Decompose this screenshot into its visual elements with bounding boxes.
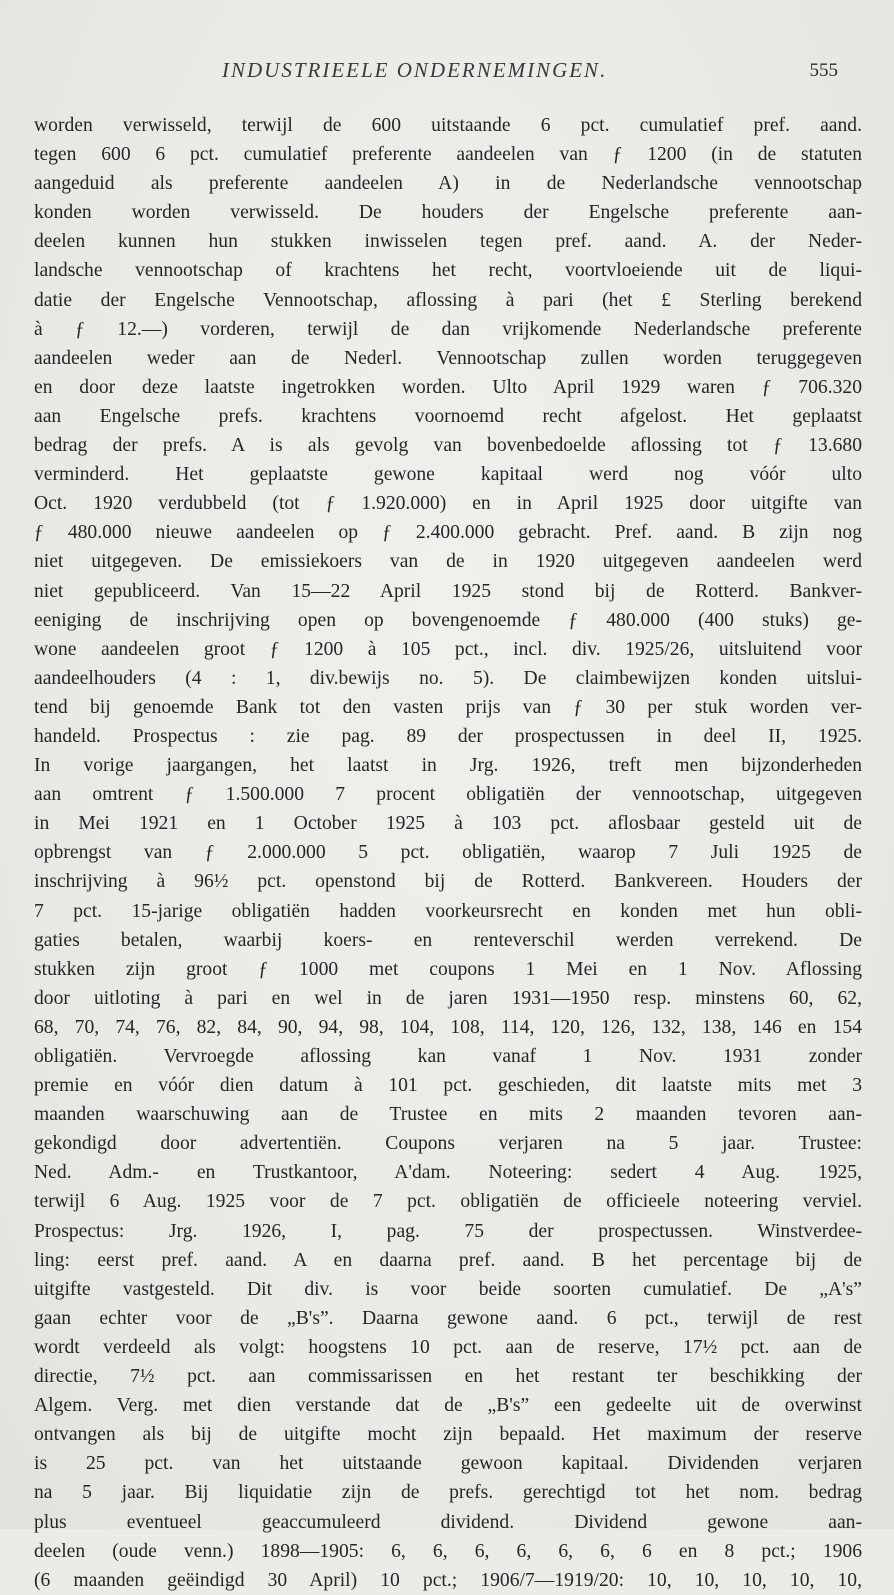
text-line: à ƒ 12.—) vorderen, terwijl de dan vrijkomende Nederlandsche preferente <box>34 318 862 340</box>
text-line: uitgifte vastgesteld. Dit div. is voor beide soorten cumulatief. De „A's” <box>34 1278 862 1300</box>
running-header <box>0 58 894 88</box>
text-line: 68, 70, 74, 76, 82, 84, 90, 94, 98, 104, 108, 114, 120, 126, 132, 138, 146 en 154 <box>34 1016 862 1038</box>
text-line: premie en vóór dien datum à 101 pct. geschieden, dit laatste mits met 3 <box>34 1075 862 1097</box>
text-line: aan omtrent ƒ 1.500.000 7 procent obligatiën der vennootschap, uitgegeven <box>34 784 862 806</box>
text-line: ƒ 480.000 nieuwe aandeelen op ƒ 2.400.000 gebracht. Pref. aand. B zijn nog <box>34 522 862 544</box>
text-line: ling: eerst pref. aand. A en daarna pref. aand. B het percentage bij de <box>34 1249 862 1271</box>
text-line: handeld. Prospectus : zie pag. 89 der prospectussen in deel II, 1925. <box>34 725 862 747</box>
text-line: verminderd. Het geplaatste gewone kapitaal werd nog vóór ulto <box>34 464 862 486</box>
text-line: in Mei 1921 en 1 October 1925 à 103 pct. aflosbaar gesteld uit de <box>34 813 862 835</box>
running-title: INDUSTRIEELE ONDERNEMINGEN. <box>222 58 608 82</box>
text-line: bedrag der prefs. A is als gevolg van bovenbedoelde aflossing tot ƒ 13.680 <box>34 435 862 457</box>
text-line: niet uitgegeven. De emissiekoers van de in 1920 uitgegeven aandeelen werd <box>34 551 862 573</box>
text-line: directie, 7½ pct. aan commissarissen en het restant ter beschikking der <box>34 1366 862 1388</box>
text-line: deelen (oude venn.) 1898—1905: 6, 6, 6, 6, 6, 6, 6 en 8 pct.; 1906 <box>34 1540 862 1562</box>
text-line: Ned. Adm.- en Trustkantoor, A'dam. Noteering: sedert 4 Aug. 1925, <box>34 1162 862 1184</box>
text-line: 7 pct. 15-jarige obligatiën hadden voorkeursrecht en konden met hun obli- <box>34 900 862 922</box>
text-line: datie der Engelsche Vennootschap, aflossing à pari (het £ Sterling berekend <box>34 289 862 311</box>
text-line: aandeelhouders (4 : 1, div.bewijs no. 5). De claimbewijzen konden uitslui- <box>34 667 862 689</box>
text-line: wordt verdeeld als volgt: hoogstens 10 pct. aan de reserve, 17½ pct. aan de <box>34 1336 862 1358</box>
text-line: tend bij genoemde Bank tot den vasten prijs van ƒ 30 per stuk worden ver- <box>34 696 862 718</box>
text-line: ontvangen als bij de uitgifte mocht zijn bepaald. Het maximum der reserve <box>34 1424 862 1446</box>
text-line: stukken zijn groot ƒ 1000 met coupons 1 Mei en 1 Nov. Aflossing <box>34 958 862 980</box>
text-line: inschrijving à 96½ pct. openstond bij de Rotterd. Bankvereen. Houders der <box>34 871 862 893</box>
text-line: landsche vennootschap of krachtens het recht, voortvloeiende uit de liqui- <box>34 260 862 282</box>
text-line: konden worden verwisseld. De houders der Engelsche preferente aan- <box>34 202 862 224</box>
text-line: tegen 600 6 pct. cumulatief preferente aandeelen van ƒ 1200 (in de statuten <box>34 144 862 166</box>
text-line: Prospectus: Jrg. 1926, I, pag. 75 der prospectussen. Winstverdee- <box>34 1220 862 1242</box>
body-text <box>34 111 862 1595</box>
text-line: door uitloting à pari en wel in de jaren 1931—1950 resp. minstens 60, 62, <box>34 987 862 1009</box>
text-line: eeniging de inschrijving open op bovengenoemde ƒ 480.000 (400 stuks) ge- <box>34 609 862 631</box>
text-line: opbrengst van ƒ 2.000.000 5 pct. obligatiën, waarop 7 Juli 1925 de <box>34 842 862 864</box>
text-line: aan Engelsche prefs. krachtens voornoemd recht afgelost. Het geplaatst <box>34 405 862 427</box>
text-line: en door deze laatste ingetrokken worden. Ulto April 1929 waren ƒ 706.320 <box>34 376 862 398</box>
text-line: maanden waarschuwing aan de Trustee en mits 2 maanden tevoren aan- <box>34 1104 862 1126</box>
text-line: plus eventueel geaccumuleerd dividend. Dividend gewone aan- <box>34 1511 862 1533</box>
text-line: Algem. Verg. met dien verstande dat de „B's” een gedeelte uit de overwinst <box>34 1395 862 1417</box>
text-line: obligatiën. Vervroegde aflossing kan vanaf 1 Nov. 1931 zonder <box>34 1046 862 1067</box>
text-line: wone aandeelen groot ƒ 1200 à 105 pct., incl. div. 1925/26, uitsluitend voor <box>34 638 862 660</box>
text-line: deelen kunnen hun stukken inwisselen tegen pref. aand. A. der Neder- <box>34 231 862 253</box>
text-line: gekondigd door advertentiën. Coupons verjaren na 5 jaar. Trustee: <box>34 1133 862 1155</box>
text-line: gaan echter voor de „B's”. Daarna gewone aand. 6 pct., terwijl de rest <box>34 1307 862 1329</box>
text-line: In vorige jaargangen, het laatst in Jrg. 1926, treft men bijzonderheden <box>34 755 862 777</box>
text-line: gaties betalen, waarbij koers- en renteverschil werden verrekend. De <box>34 929 862 951</box>
text-line: terwijl 6 Aug. 1925 voor de 7 pct. obligatiën de officieele noteering verviel. <box>34 1191 862 1213</box>
text-line: worden verwisseld, terwijl de 600 uitstaande 6 pct. cumulatief pref. aand. <box>34 115 862 136</box>
text-line: na 5 jaar. Bij liquidatie zijn de prefs. gerechtigd tot het nom. bedrag <box>34 1482 862 1504</box>
page-number: 555 <box>809 60 838 81</box>
text-line: (6 maanden geëindigd 30 April) 10 pct.; 1906/7—1919/20: 10, 10, 10, 10, 10, <box>34 1569 862 1591</box>
text-line: aangeduid als preferente aandeelen A) in de Nederlandsche vennootschap <box>34 173 862 195</box>
text-line: Oct. 1920 verdubbeld (tot ƒ 1.920.000) en in April 1925 door uitgifte van <box>34 493 862 515</box>
text-line: is 25 pct. van het uitstaande gewoon kapitaal. Dividenden verjaren <box>34 1453 862 1475</box>
text-line: aandeelen weder aan de Nederl. Vennootschap zullen worden teruggegeven <box>34 347 862 369</box>
text-line: niet gepubliceerd. Van 15—22 April 1925 stond bij de Rotterd. Bankver- <box>34 580 862 602</box>
